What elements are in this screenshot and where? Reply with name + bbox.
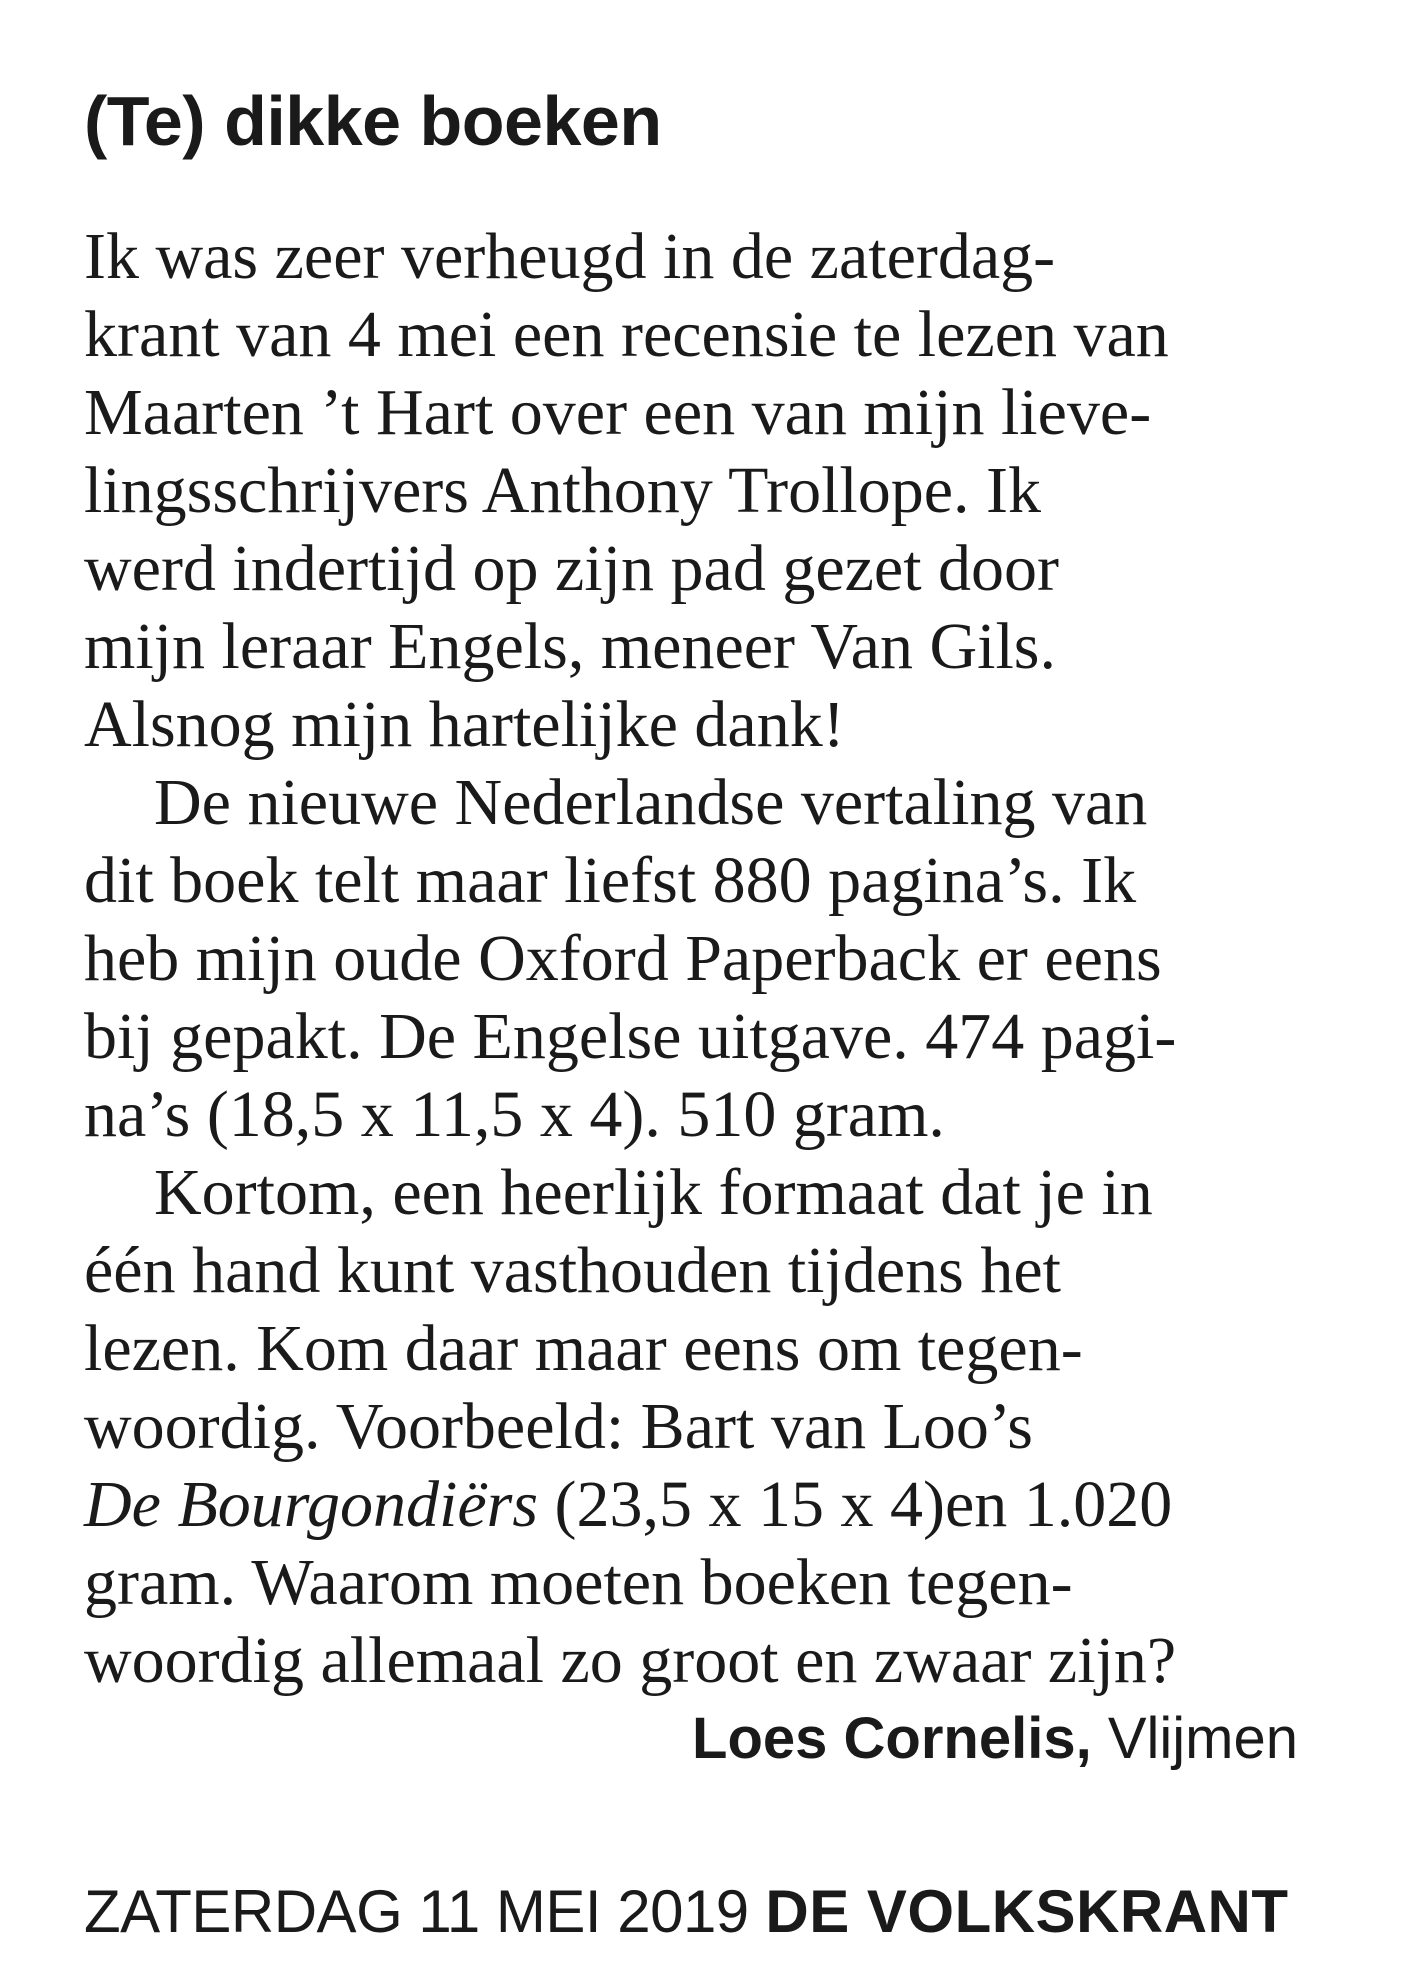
newspaper-name: DE VOLKSKRANT xyxy=(765,1878,1289,1945)
body-line: bij gepakt. De Engelse uitgave. 474 pagi- xyxy=(84,1000,1177,1073)
publication-date: ZATERDAG 11 MEI 2019 xyxy=(84,1878,749,1945)
body-line: lezen. Kom daar maar eens om tegen- xyxy=(84,1312,1083,1385)
page-footer xyxy=(84,1876,1289,1948)
body-line: Alsnog mijn hartelijke dank! xyxy=(84,688,845,761)
author-place: Vlijmen xyxy=(1107,1706,1298,1771)
body-line: lingsschrijvers Anthony Trollope. Ik xyxy=(84,454,1042,527)
letter-body xyxy=(84,218,1344,1700)
body-line: dit boek telt maar liefst 880 pagina’s. Ik xyxy=(84,844,1137,917)
article-headline: (Te) dikke boeken xyxy=(84,82,662,160)
body-line: De nieuwe Nederlandse vertaling van xyxy=(154,766,1148,839)
body-line: woordig allemaal zo groot en zwaar zijn? xyxy=(84,1624,1177,1697)
book-title: De Bourgondiërs xyxy=(84,1468,539,1541)
body-line: Kortom, een heerlijk formaat dat je in xyxy=(154,1156,1153,1229)
body-line: werd indertijd op zijn pad gezet door xyxy=(84,532,1060,605)
body-line: één hand kunt vasthouden tijdens het xyxy=(84,1234,1061,1307)
body-line: Maarten ’t Hart over een van mijn lieve- xyxy=(84,376,1152,449)
body-line: gram. Waarom moeten boeken tegen- xyxy=(84,1546,1073,1619)
body-line: woordig. Voorbeeld: Bart van Loo’s xyxy=(84,1390,1033,1463)
book-dimensions: (23,5 x 15 x 4)en 1.020 xyxy=(538,1468,1173,1541)
body-line: Ik was zeer verheugd in de zaterdag- xyxy=(84,220,1056,293)
body-line: heb mijn oude Oxford Paperback er eens xyxy=(84,922,1162,995)
body-line: na’s (18,5 x 11,5 x 4). 510 gram. xyxy=(84,1078,945,1151)
letter-signature xyxy=(692,1704,1298,1774)
body-line xyxy=(84,1466,1344,1544)
author-name: Loes Cornelis, xyxy=(692,1706,1092,1771)
body-line: krant van 4 mei een recensie te lezen van xyxy=(84,298,1169,371)
body-line: mijn leraar Engels, meneer Van Gils. xyxy=(84,610,1056,683)
